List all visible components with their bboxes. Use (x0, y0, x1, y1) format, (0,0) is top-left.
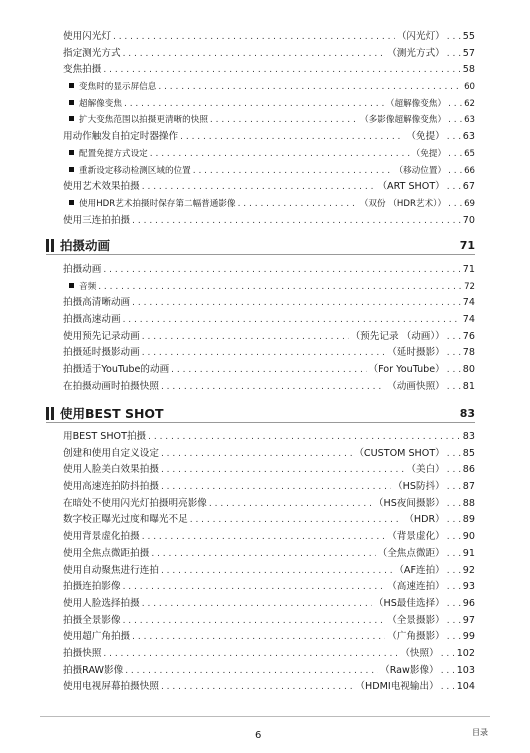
toc-entry[interactable] (63, 46, 475, 63)
entry-page: 72 (464, 281, 475, 292)
entry-title: 使用三连拍拍摄 (63, 214, 131, 226)
entry-title: 拍摄高清晰动画 (63, 297, 131, 309)
toc-entry[interactable] (63, 629, 475, 646)
dot-leader (447, 629, 461, 646)
entry-page: 86 (462, 464, 475, 476)
entry-title: 使用艺术效果拍摄 (63, 181, 140, 193)
toc-entry[interactable] (63, 62, 475, 79)
dot-leader (161, 379, 385, 396)
dot-leader (447, 329, 461, 346)
dot-leader (142, 345, 385, 362)
toc-subentry[interactable] (63, 163, 475, 180)
entry-page: 90 (462, 531, 475, 543)
entry-title: 使用预先记录动画 (63, 330, 140, 342)
dot-leader (447, 46, 461, 63)
entry-page: 93 (462, 581, 475, 593)
dot-leader (441, 646, 455, 663)
toc-entry[interactable] (63, 329, 475, 346)
toc-entry[interactable] (63, 345, 475, 362)
entry-title: 拍摄延时摄影动画 (63, 347, 140, 359)
dot-leader (447, 496, 461, 513)
square-bullet-icon (69, 200, 74, 205)
toc-entry[interactable] (63, 29, 475, 46)
dot-leader (113, 29, 395, 46)
entry-title: 用动作触发自拍定时器操作 (63, 131, 179, 143)
entry-reference: （闪光灯） (396, 31, 445, 42)
dot-leader (142, 329, 349, 346)
entry-title: 重新设定移动检测区域的位置 (79, 165, 191, 176)
section-title: 使用BEST SHOT (60, 406, 164, 421)
dot-leader (210, 112, 358, 129)
section-page: 71 (459, 238, 475, 252)
entry-title: 使用闪光灯 (63, 31, 111, 42)
dot-leader (447, 613, 461, 630)
entry-page: 76 (462, 330, 475, 342)
entry-reference: （双份 （HDR艺术）） (359, 198, 447, 209)
dot-leader (161, 446, 352, 463)
dot-leader (448, 146, 462, 163)
entry-reference: （CUSTOM SHOT） (354, 447, 445, 459)
toc-entry[interactable] (63, 529, 475, 546)
entry-reference: （预先记录 （动画）） (350, 330, 445, 342)
toc-entry[interactable] (63, 596, 475, 613)
entry-page: 74 (462, 297, 475, 309)
entry-reference: （广角摄影） (387, 631, 445, 643)
entry-page: 85 (462, 447, 475, 459)
dot-leader (447, 529, 461, 546)
section-page: 83 (459, 406, 475, 420)
toc-entry[interactable] (63, 446, 475, 463)
dot-leader (209, 496, 372, 513)
dot-leader (150, 146, 410, 163)
entry-title: 数字校正曝光过度和曝光不足 (63, 514, 188, 526)
entry-title: 使用全焦点微距拍摄 (63, 547, 150, 559)
entry-title: 拍摄RAW影像 (63, 664, 124, 676)
entry-reference: （超解像变焦） (385, 98, 447, 109)
dot-leader (447, 512, 461, 529)
square-bullet-icon (69, 100, 74, 105)
dot-leader (180, 129, 404, 146)
entry-page: 96 (462, 597, 475, 609)
entry-reference: （背景虚化） (387, 531, 445, 543)
dot-leader (171, 362, 366, 379)
entry-title: 拍摄动画 (63, 264, 102, 275)
entry-page: 63 (462, 131, 475, 143)
entry-page: 87 (462, 481, 475, 493)
toc-entry[interactable] (63, 663, 475, 680)
toc-subentry[interactable] (63, 112, 475, 129)
entry-title: 使用人脸选择拍摄 (63, 597, 140, 609)
entry-page: 66 (464, 165, 475, 176)
toc-entry[interactable] (63, 362, 475, 379)
toc-entry[interactable] (63, 563, 475, 580)
square-bullet-icon (69, 167, 74, 172)
entry-page: 103 (456, 664, 475, 676)
entry-reference: （HS夜间摄影） (373, 497, 445, 509)
entry-reference: （移动位置） (394, 165, 447, 176)
entry-page: 67 (462, 181, 475, 193)
entry-title: 变焦时的显示屏信息 (79, 82, 157, 93)
toc-entry[interactable] (63, 129, 475, 146)
toc-entry[interactable] (63, 579, 475, 596)
square-bullet-icon (69, 83, 74, 88)
dot-leader (158, 79, 462, 96)
toc-bestshot-list (63, 429, 475, 696)
entry-reference: （测光方式） (387, 47, 445, 59)
entry-page: 74 (462, 314, 475, 326)
entry-title: 配置免提方式设定 (79, 148, 148, 159)
entry-page: 69 (464, 198, 475, 209)
dot-leader (441, 663, 455, 680)
entry-page: 81 (462, 380, 475, 392)
dot-leader (448, 112, 462, 129)
toc-entry[interactable] (63, 213, 475, 230)
dot-leader (161, 679, 353, 696)
dot-leader (103, 262, 460, 279)
entry-title: 用BEST SHOT拍摄 (63, 431, 147, 442)
section-title: 拍摄动画 (60, 238, 111, 253)
dot-leader (447, 579, 461, 596)
toc-entry[interactable] (63, 295, 475, 312)
toc-entry[interactable] (63, 379, 475, 396)
entry-title: 使用超广角拍摄 (63, 631, 131, 643)
section-heading-bestshot (46, 404, 475, 423)
entry-reference: （动画快照） (387, 380, 445, 392)
toc-movie-list (63, 262, 475, 396)
entry-title: 拍摄快照 (63, 647, 102, 659)
dot-leader (132, 629, 385, 646)
dot-leader (142, 179, 376, 196)
entry-title: 在拍摄动画时拍摄快照 (63, 380, 159, 392)
entry-page: 102 (456, 647, 475, 659)
section-marker-icon (46, 239, 54, 252)
entry-page: 83 (462, 431, 475, 442)
dot-leader (447, 179, 461, 196)
entry-title: 拍摄连拍影像 (63, 581, 121, 593)
entry-title: 拍摄高速动画 (63, 314, 121, 326)
entry-title: 扩大变焦范围以拍摄更清晰的快照 (79, 115, 208, 126)
dot-leader (447, 29, 461, 46)
footer-label: 目录 (472, 728, 488, 737)
toc-entry[interactable] (63, 262, 475, 279)
entry-page: 62 (464, 98, 475, 109)
entry-reference: （HDR） (404, 514, 445, 526)
dot-leader (132, 213, 461, 230)
entry-reference: （多影像超解像变焦） (360, 115, 447, 126)
dot-leader (103, 646, 398, 663)
dot-leader (123, 579, 386, 596)
entry-page: 104 (456, 681, 475, 693)
page-number: 6 (255, 730, 262, 741)
entry-reference: （HDMI电视输出） (355, 681, 439, 693)
entry-page: 60 (464, 82, 475, 93)
entry-title: 拍摄适于YouTube的动画 (63, 364, 170, 376)
entry-page: 91 (462, 547, 475, 559)
entry-page: 89 (462, 514, 475, 526)
entry-reference: （美白） (406, 464, 445, 476)
entry-reference: （For YouTube） (368, 364, 445, 376)
entry-title: 指定测光方式 (63, 47, 121, 59)
toc-entry[interactable] (63, 512, 475, 529)
dot-leader (161, 563, 392, 580)
toc-entry[interactable] (63, 312, 475, 329)
dot-leader (125, 663, 378, 680)
entry-title: 变焦拍摄 (63, 64, 102, 76)
entry-title: 使用人脸美白效果拍摄 (63, 464, 159, 476)
toc-subentry[interactable] (63, 196, 475, 213)
entry-title: 使用自动聚焦进行连拍 (63, 564, 159, 576)
entry-title: 使用HDR艺术拍摄时保存第二幅普通影像 (79, 198, 236, 209)
entry-title: 使用背景虚化拍摄 (63, 531, 140, 543)
entry-page: 92 (462, 564, 475, 576)
dot-leader (124, 96, 384, 113)
dot-leader (123, 312, 461, 329)
entry-reference: （HS防抖） (393, 481, 445, 493)
entry-page: 71 (462, 264, 475, 275)
entry-title: 在暗处不使用闪光灯拍摄明亮影像 (63, 497, 207, 509)
dot-leader (123, 46, 386, 63)
entry-title: 创建和使用自定义设定 (63, 447, 159, 459)
dot-leader (447, 462, 461, 479)
dot-leader (447, 563, 461, 580)
entry-reference: （免提） (411, 148, 447, 159)
entry-page: 65 (464, 148, 475, 159)
toc-subentry[interactable] (63, 96, 475, 113)
dot-leader (123, 613, 386, 630)
entry-title: 音频 (79, 281, 97, 292)
dot-leader (447, 345, 461, 362)
entry-reference: （全焦点微距） (377, 547, 445, 559)
toc-subentry[interactable] (63, 79, 475, 96)
entry-title: 使用高速连拍防抖拍摄 (63, 481, 159, 493)
entry-reference: （延时摄影） (387, 347, 445, 359)
toc-entry[interactable] (63, 646, 475, 663)
dot-leader (447, 446, 461, 463)
dot-leader (448, 196, 462, 213)
entry-reference: （Raw影像） (380, 664, 439, 676)
dot-leader (448, 96, 462, 113)
toc-entry[interactable] (63, 613, 475, 630)
dot-leader (448, 163, 462, 180)
toc-entry[interactable] (63, 479, 475, 496)
dot-leader (447, 129, 461, 146)
entry-reference: （HS最佳选择） (373, 597, 445, 609)
dot-leader (441, 679, 455, 696)
toc-entry[interactable] (63, 546, 475, 563)
entry-page: 80 (462, 364, 475, 376)
dot-leader (161, 462, 404, 479)
dot-leader (142, 529, 385, 546)
toc-entry[interactable] (63, 179, 475, 196)
dot-leader (238, 196, 358, 213)
entry-reference: （免提） (406, 131, 445, 143)
entry-title: 超解像变焦 (79, 98, 122, 109)
dot-leader (193, 163, 393, 180)
toc-entry[interactable] (63, 679, 475, 696)
entry-page: 97 (462, 614, 475, 626)
section-marker-icon (46, 407, 54, 420)
square-bullet-icon (69, 150, 74, 155)
toc-entry[interactable] (63, 462, 475, 479)
dot-leader (190, 512, 403, 529)
entry-reference: （ART SHOT） (377, 181, 445, 193)
dot-leader (447, 362, 461, 379)
entry-page: 57 (462, 47, 475, 59)
toc-subentry[interactable] (63, 279, 475, 296)
square-bullet-icon (69, 116, 74, 121)
entry-title: 使用电视屏幕拍摄快照 (63, 681, 159, 693)
entry-page: 58 (462, 64, 475, 76)
entry-reference: （高速连拍） (387, 581, 445, 593)
dot-leader (447, 546, 461, 563)
entry-page: 63 (464, 115, 475, 126)
footer-divider (40, 716, 490, 717)
entry-reference: （AF连拍） (394, 564, 445, 576)
dot-leader (161, 479, 391, 496)
entry-page: 99 (462, 631, 475, 643)
entry-page: 55 (462, 31, 475, 42)
dot-leader (132, 295, 461, 312)
dot-leader (447, 379, 461, 396)
dot-leader (447, 596, 461, 613)
dot-leader (151, 546, 375, 563)
dot-leader (103, 62, 460, 79)
square-bullet-icon (69, 283, 74, 288)
dot-leader (447, 479, 461, 496)
toc-entry[interactable] (63, 429, 475, 446)
entry-reference: （全景摄影） (387, 614, 445, 626)
section-heading-movie (46, 236, 475, 255)
entry-title: 拍摄全景影像 (63, 614, 121, 626)
dot-leader (98, 279, 462, 296)
toc-subentry[interactable] (63, 146, 475, 163)
dot-leader (142, 596, 372, 613)
entry-page: 78 (462, 347, 475, 359)
entry-page: 70 (462, 214, 475, 226)
toc-top-list (63, 29, 475, 229)
entry-reference: （快照） (400, 647, 439, 659)
dot-leader (148, 429, 461, 446)
toc-entry[interactable] (63, 496, 475, 513)
entry-page: 88 (462, 497, 475, 509)
